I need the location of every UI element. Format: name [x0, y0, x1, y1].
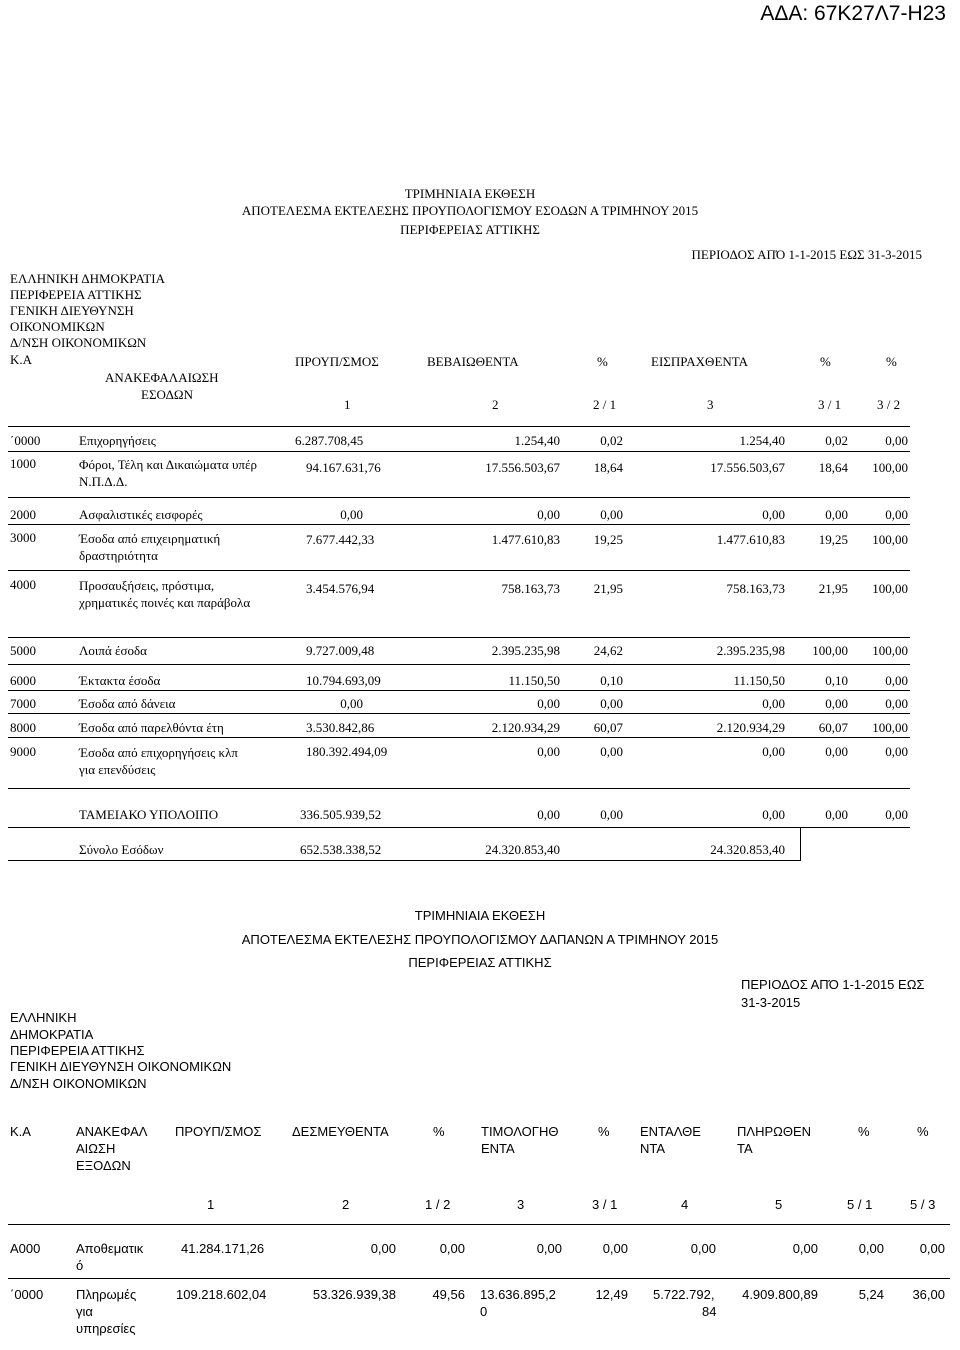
row-budget: 3.454.576,94 — [306, 581, 375, 596]
expenses-period: ΠΕΡΙΟΔΟΣ ΑΠΌ 1-1-2015 ΕΩΣ — [741, 977, 925, 992]
row-collected: 11.150,50 — [733, 673, 785, 688]
row-pct: 60,07 — [818, 720, 848, 735]
col-index: 1 — [207, 1197, 215, 1212]
row-certified: 1.477.610,83 — [491, 532, 560, 547]
row-pct: 0,00 — [600, 744, 623, 759]
org-line: Δ/ΝΣΗ ΟΙΚΟΝΟΜΙΚΩΝ — [10, 1076, 147, 1091]
col-header-summary: ΑΝΑΚΕΦΑΛΑΙΩΣΗ — [105, 370, 219, 385]
col-header-ordered: ΕΝΤΑΛΘΕ — [640, 1124, 701, 1139]
total-budget: 652.538.338,52 — [300, 842, 382, 857]
ada-code: ΑΔΑ: 67Κ27Λ7-Η23 — [760, 2, 946, 25]
row-pct: 0,00 — [858, 1241, 884, 1256]
row-budget: 7.677.442,33 — [306, 532, 375, 547]
col-index: 2 / 1 — [593, 397, 617, 412]
row-label: Ασφαλιστικές εισφορές — [79, 507, 203, 522]
cash-certified: 0,00 — [537, 807, 560, 822]
row-label: Έκτακτα έσοδα — [79, 673, 161, 688]
col-header-paid: ΠΛΗΡΩΘΕΝ — [737, 1124, 812, 1139]
row-divider — [8, 570, 910, 571]
row-divider — [8, 713, 910, 714]
row-pct: 100,00 — [872, 460, 908, 475]
row-collected: 1.254,40 — [739, 433, 785, 448]
col-index: 5 / 3 — [910, 1197, 936, 1212]
row-label: Έσοδα από δάνεια — [79, 696, 176, 711]
row-invoiced: 13.636.895,2 — [480, 1287, 556, 1302]
row-pct: 0,00 — [439, 1241, 465, 1256]
row-label: Επιχορηγήσεις — [79, 433, 156, 448]
row-ordered: 5.722.792, — [653, 1287, 715, 1302]
col-header-paid-2: ΤΑ — [737, 1141, 753, 1156]
cash-collected: 0,00 — [762, 807, 785, 822]
row-code: 3000 — [10, 530, 36, 545]
row-pct: 19,25 — [593, 532, 623, 547]
row-ordered-2: 84 — [702, 1304, 717, 1319]
col-header-ordered-2: ΝΤΑ — [640, 1141, 666, 1156]
row-budget: 9.727.009,48 — [306, 643, 375, 658]
row-pct: 0,00 — [825, 696, 848, 711]
row-pct: 0,00 — [885, 433, 908, 448]
org-line: ΕΛΛΗΝΙΚΗ ΔΗΜΟΚΡΑΤΙΑ — [10, 271, 165, 286]
org-line: ΕΛΛΗΝΙΚΗ — [10, 1010, 77, 1025]
row-code: 5000 — [10, 643, 36, 658]
cash-pct: 0,00 — [825, 807, 848, 822]
row-label: Λοιπά έσοδα — [79, 643, 147, 658]
row-pct: 49,56 — [432, 1287, 465, 1302]
row-collected: 0,00 — [762, 507, 785, 522]
row-divider — [8, 788, 910, 789]
expenses-title-1: ΤΡΙΜΗΝΙΑΙΑ ΕΚΘΕΣΗ — [414, 908, 546, 923]
col-index: 4 — [681, 1197, 689, 1212]
row-divider — [8, 690, 910, 691]
col-index: 3 / 2 — [877, 397, 901, 412]
total-border — [800, 827, 801, 861]
header-divider — [8, 426, 910, 427]
col-index: 2 — [342, 1197, 350, 1212]
row-pct: 100,00 — [872, 581, 908, 596]
col-index: 1 — [344, 397, 351, 412]
col-header-pct: % — [917, 1124, 929, 1139]
row-code: 9000 — [10, 744, 36, 759]
row-code: 4000 — [10, 577, 36, 592]
revenue-title-3: ΠΕΡΙΦΕΡΕΙΑΣ ΑΤΤΙΚΗΣ — [400, 222, 540, 237]
col-index: 5 / 1 — [847, 1197, 873, 1212]
row-budget: 6.287.708,45 — [295, 433, 364, 448]
cash-budget: 336.505.939,52 — [300, 807, 382, 822]
row-pct: 21,95 — [818, 581, 848, 596]
row-code: 6000 — [10, 673, 36, 688]
revenue-title-1: ΤΡΙΜΗΝΙΑΙΑ ΕΚΘΕΣΗ — [404, 186, 536, 201]
total-collected: 24.320.853,40 — [710, 842, 785, 857]
org-line: ΓΕΝΙΚΗ ΔΙΕΥΘΥΝΣΗ — [10, 303, 134, 318]
org-line: ΠΕΡΙΦΕΡΕΙΑ ΑΤΤΙΚΗΣ — [10, 1043, 145, 1058]
row-pct: 0,02 — [600, 433, 623, 448]
col-header-pct: % — [886, 354, 897, 369]
org-line: ΓΕΝΙΚΗ ΔΙΕΥΘΥΝΣΗ ΟΙΚΟΝΟΜΙΚΩΝ — [10, 1059, 232, 1074]
row-pct: 5,24 — [858, 1287, 884, 1302]
row-pct: 60,07 — [593, 720, 623, 735]
row-collected: 758.163,73 — [726, 581, 785, 596]
row-pct: 21,95 — [593, 581, 623, 596]
row-pct: 0,00 — [825, 744, 848, 759]
row-code: Α000 — [10, 1241, 41, 1256]
row-pct: 100,00 — [872, 720, 908, 735]
row-divider — [8, 497, 910, 498]
col-index: 3 / 1 — [818, 397, 842, 412]
row-budget: 41.284.171,26 — [181, 1241, 265, 1256]
col-header-summary: ΑΝΑΚΕΦΑΛ — [76, 1124, 148, 1139]
row-pct: 0,00 — [600, 507, 623, 522]
col-header-summary-2: ΕΣΟΔΩΝ — [141, 387, 193, 402]
col-index: 3 / 1 — [592, 1197, 618, 1212]
row-divider — [8, 451, 910, 452]
org-line: ΟΙΚΟΝΟΜΙΚΩΝ — [10, 319, 105, 334]
row-code: 2000 — [10, 507, 36, 522]
col-header-pct: % — [858, 1124, 870, 1139]
col-index: 3 — [517, 1197, 525, 1212]
row-pct: 12,49 — [595, 1287, 628, 1302]
row-invoiced: 0,00 — [536, 1241, 562, 1256]
row-divider — [8, 827, 910, 828]
row-label: Έσοδα από παρελθόντα έτη — [79, 720, 224, 735]
row-certified: 17.556.503,67 — [485, 460, 560, 475]
row-pct: 0,00 — [885, 744, 908, 759]
row-pct: 100,00 — [872, 532, 908, 547]
row-invoiced-2: 0 — [480, 1304, 488, 1319]
col-header-ka: Κ.Α — [10, 352, 33, 367]
row-code: 8000 — [10, 720, 36, 735]
col-index: 5 — [775, 1197, 783, 1212]
row-collected: 17.556.503,67 — [710, 460, 785, 475]
expenses-period-2: 31-3-2015 — [741, 995, 801, 1010]
row-ordered: 0,00 — [690, 1241, 716, 1256]
col-header-certified: ΒΕΒΑΙΩΘΕΝΤΑ — [427, 354, 519, 369]
row-pct: 18,64 — [593, 460, 623, 475]
row-paid: 4.909.800,89 — [742, 1287, 818, 1302]
row-pct: 19,25 — [818, 532, 848, 547]
col-index: 2 — [492, 397, 499, 412]
cash-pct: 0,00 — [885, 807, 908, 822]
row-label: Φόροι, Τέλη και Δικαιώματα υπέρ Ν.Π.Δ.Δ. — [79, 457, 257, 489]
col-header-summary-2: ΑΙΩΣΗ — [76, 1141, 116, 1156]
row-pct: 0,10 — [825, 673, 848, 688]
row-label-2: ό — [76, 1258, 84, 1273]
cash-pct: 0,00 — [600, 807, 623, 822]
revenue-title-2: ΑΠΟΤΕΛΕΣΜΑ ΕΚΤΕΛΕΣΗΣ ΠΡΟΥΠΟΛΟΓΙΣΜΟΥ ΕΣΟΔΩΝ Α ΤΡΙΜΗΝΟΥ 2015 — [241, 203, 699, 218]
row-committed: 0,00 — [370, 1241, 396, 1256]
row-certified: 11.150,50 — [508, 673, 560, 688]
row-pct: 0,00 — [885, 507, 908, 522]
row-budget: 180.392.494,09 — [306, 744, 388, 759]
header-divider — [8, 1224, 950, 1225]
row-pct: 0,00 — [885, 673, 908, 688]
total-certified: 24.320.853,40 — [485, 842, 560, 857]
row-collected: 0,00 — [762, 744, 785, 759]
row-pct: 18,64 — [818, 460, 848, 475]
row-certified: 2.395.235,98 — [491, 643, 560, 658]
row-divider — [8, 524, 910, 525]
row-label: Αποθεματικ — [76, 1241, 144, 1256]
col-header-collected: ΕΙΣΠΡΑΧΘΕΝΤΑ — [651, 354, 749, 369]
row-certified: 0,00 — [537, 696, 560, 711]
cash-label: ΤΑΜΕΙΑΚΟ ΥΠΟΛΟΙΠΟ — [79, 807, 219, 822]
col-header-invoiced-2: ΕΝΤΑ — [481, 1141, 515, 1156]
row-pct: 0,00 — [602, 1241, 628, 1256]
row-collected: 2.395.235,98 — [716, 643, 785, 658]
row-pct: 0,00 — [600, 696, 623, 711]
row-code: 1000 — [10, 456, 36, 471]
row-certified: 0,00 — [537, 744, 560, 759]
row-divider — [8, 664, 910, 665]
row-pct: 0,10 — [600, 673, 623, 688]
row-label: Έσοδα από επιχειρηματική δραστηριότητα — [79, 531, 221, 563]
row-code: ΄0000 — [10, 433, 41, 448]
row-pct: 0,00 — [885, 696, 908, 711]
org-line: ΠΕΡΙΦΕΡΕΙΑ ΑΤΤΙΚΗΣ — [10, 287, 142, 302]
row-collected: 0,00 — [762, 696, 785, 711]
revenue-period: ΠΕΡΙΟΔΟΣ ΑΠΌ 1-1-2015 ΕΩΣ 31-3-2015 — [691, 247, 922, 262]
org-line: ΔΗΜΟΚΡΑΤΙΑ — [10, 1027, 94, 1042]
org-line: Δ/ΝΣΗ ΟΙΚΟΝΟΜΙΚΩΝ — [10, 335, 147, 350]
row-code: ΄0000 — [10, 1287, 44, 1302]
row-label-3: υπηρεσίες — [76, 1321, 136, 1336]
row-pct: 100,00 — [872, 643, 908, 658]
col-index: 1 / 2 — [425, 1197, 451, 1212]
total-label: Σύνολο Εσόδων — [79, 842, 164, 857]
row-label: Προσαυξήσεις, πρόστιμα, χρηματικές ποινές και παράβολα — [79, 578, 251, 610]
row-paid: 0,00 — [792, 1241, 818, 1256]
row-label: Πληρωμές — [76, 1287, 137, 1302]
row-code: 7000 — [10, 696, 36, 711]
col-header-budget: ΠΡΟΥΠ/ΣΜΟΣ — [175, 1124, 262, 1139]
row-budget: 3.530.842,86 — [306, 720, 375, 735]
row-pct: 100,00 — [812, 643, 848, 658]
row-pct: 0,00 — [825, 507, 848, 522]
col-header-summary-3: ΕΞΟΔΩΝ — [76, 1158, 131, 1173]
row-divider — [8, 737, 910, 738]
col-header-invoiced: ΤΙΜΟΛΟΓΗΘ — [481, 1124, 559, 1139]
row-committed: 53.326.939,38 — [312, 1287, 396, 1302]
col-header-ka: Κ.Α — [10, 1124, 31, 1139]
row-divider — [8, 860, 800, 861]
row-pct: 36,00 — [912, 1287, 945, 1302]
row-label-2: για — [76, 1304, 93, 1319]
col-header-pct: % — [598, 1124, 610, 1139]
row-certified: 2.120.934,29 — [491, 720, 560, 735]
row-divider — [8, 637, 910, 638]
col-header-pct: % — [433, 1124, 445, 1139]
row-budget: 0,00 — [340, 696, 363, 711]
expenses-title-3: ΠΕΡΙΦΕΡΕΙΑΣ ΑΤΤΙΚΗΣ — [408, 955, 552, 970]
row-certified: 0,00 — [537, 507, 560, 522]
row-pct: 24,62 — [593, 643, 623, 658]
col-header-budget: ΠΡΟΥΠ/ΣΜΟΣ — [295, 354, 379, 369]
row-collected: 1.477.610,83 — [716, 532, 785, 547]
row-label: Έσοδα από επιχορηγήσεις κλπ για επενδύσεις — [79, 745, 238, 777]
row-collected: 2.120.934,29 — [716, 720, 785, 735]
row-budget: 94.167.631,76 — [306, 460, 381, 475]
row-budget: 109.218.602,04 — [176, 1287, 267, 1302]
row-certified: 758.163,73 — [501, 581, 560, 596]
row-budget: 0,00 — [340, 507, 363, 522]
col-index: 3 — [707, 397, 714, 412]
col-header-pct: % — [597, 354, 608, 369]
col-header-pct: % — [820, 354, 831, 369]
col-header-committed: ΔΕΣΜΕΥΘΕΝΤΑ — [292, 1124, 389, 1139]
row-pct: 0,02 — [825, 433, 848, 448]
row-budget: 10.794.693,09 — [306, 673, 381, 688]
row-pct: 0,00 — [919, 1241, 945, 1256]
row-certified: 1.254,40 — [514, 433, 560, 448]
row-divider — [8, 1278, 950, 1279]
expenses-title-2: ΑΠΟΤΕΛΕΣΜΑ ΕΚΤΕΛΕΣΗΣ ΠΡΟΥΠΟΛΟΓΙΣΜΟΥ ΔΑΠΑΝΩΝ Α ΤΡΙΜΗΝΟΥ 2015 — [241, 932, 719, 947]
